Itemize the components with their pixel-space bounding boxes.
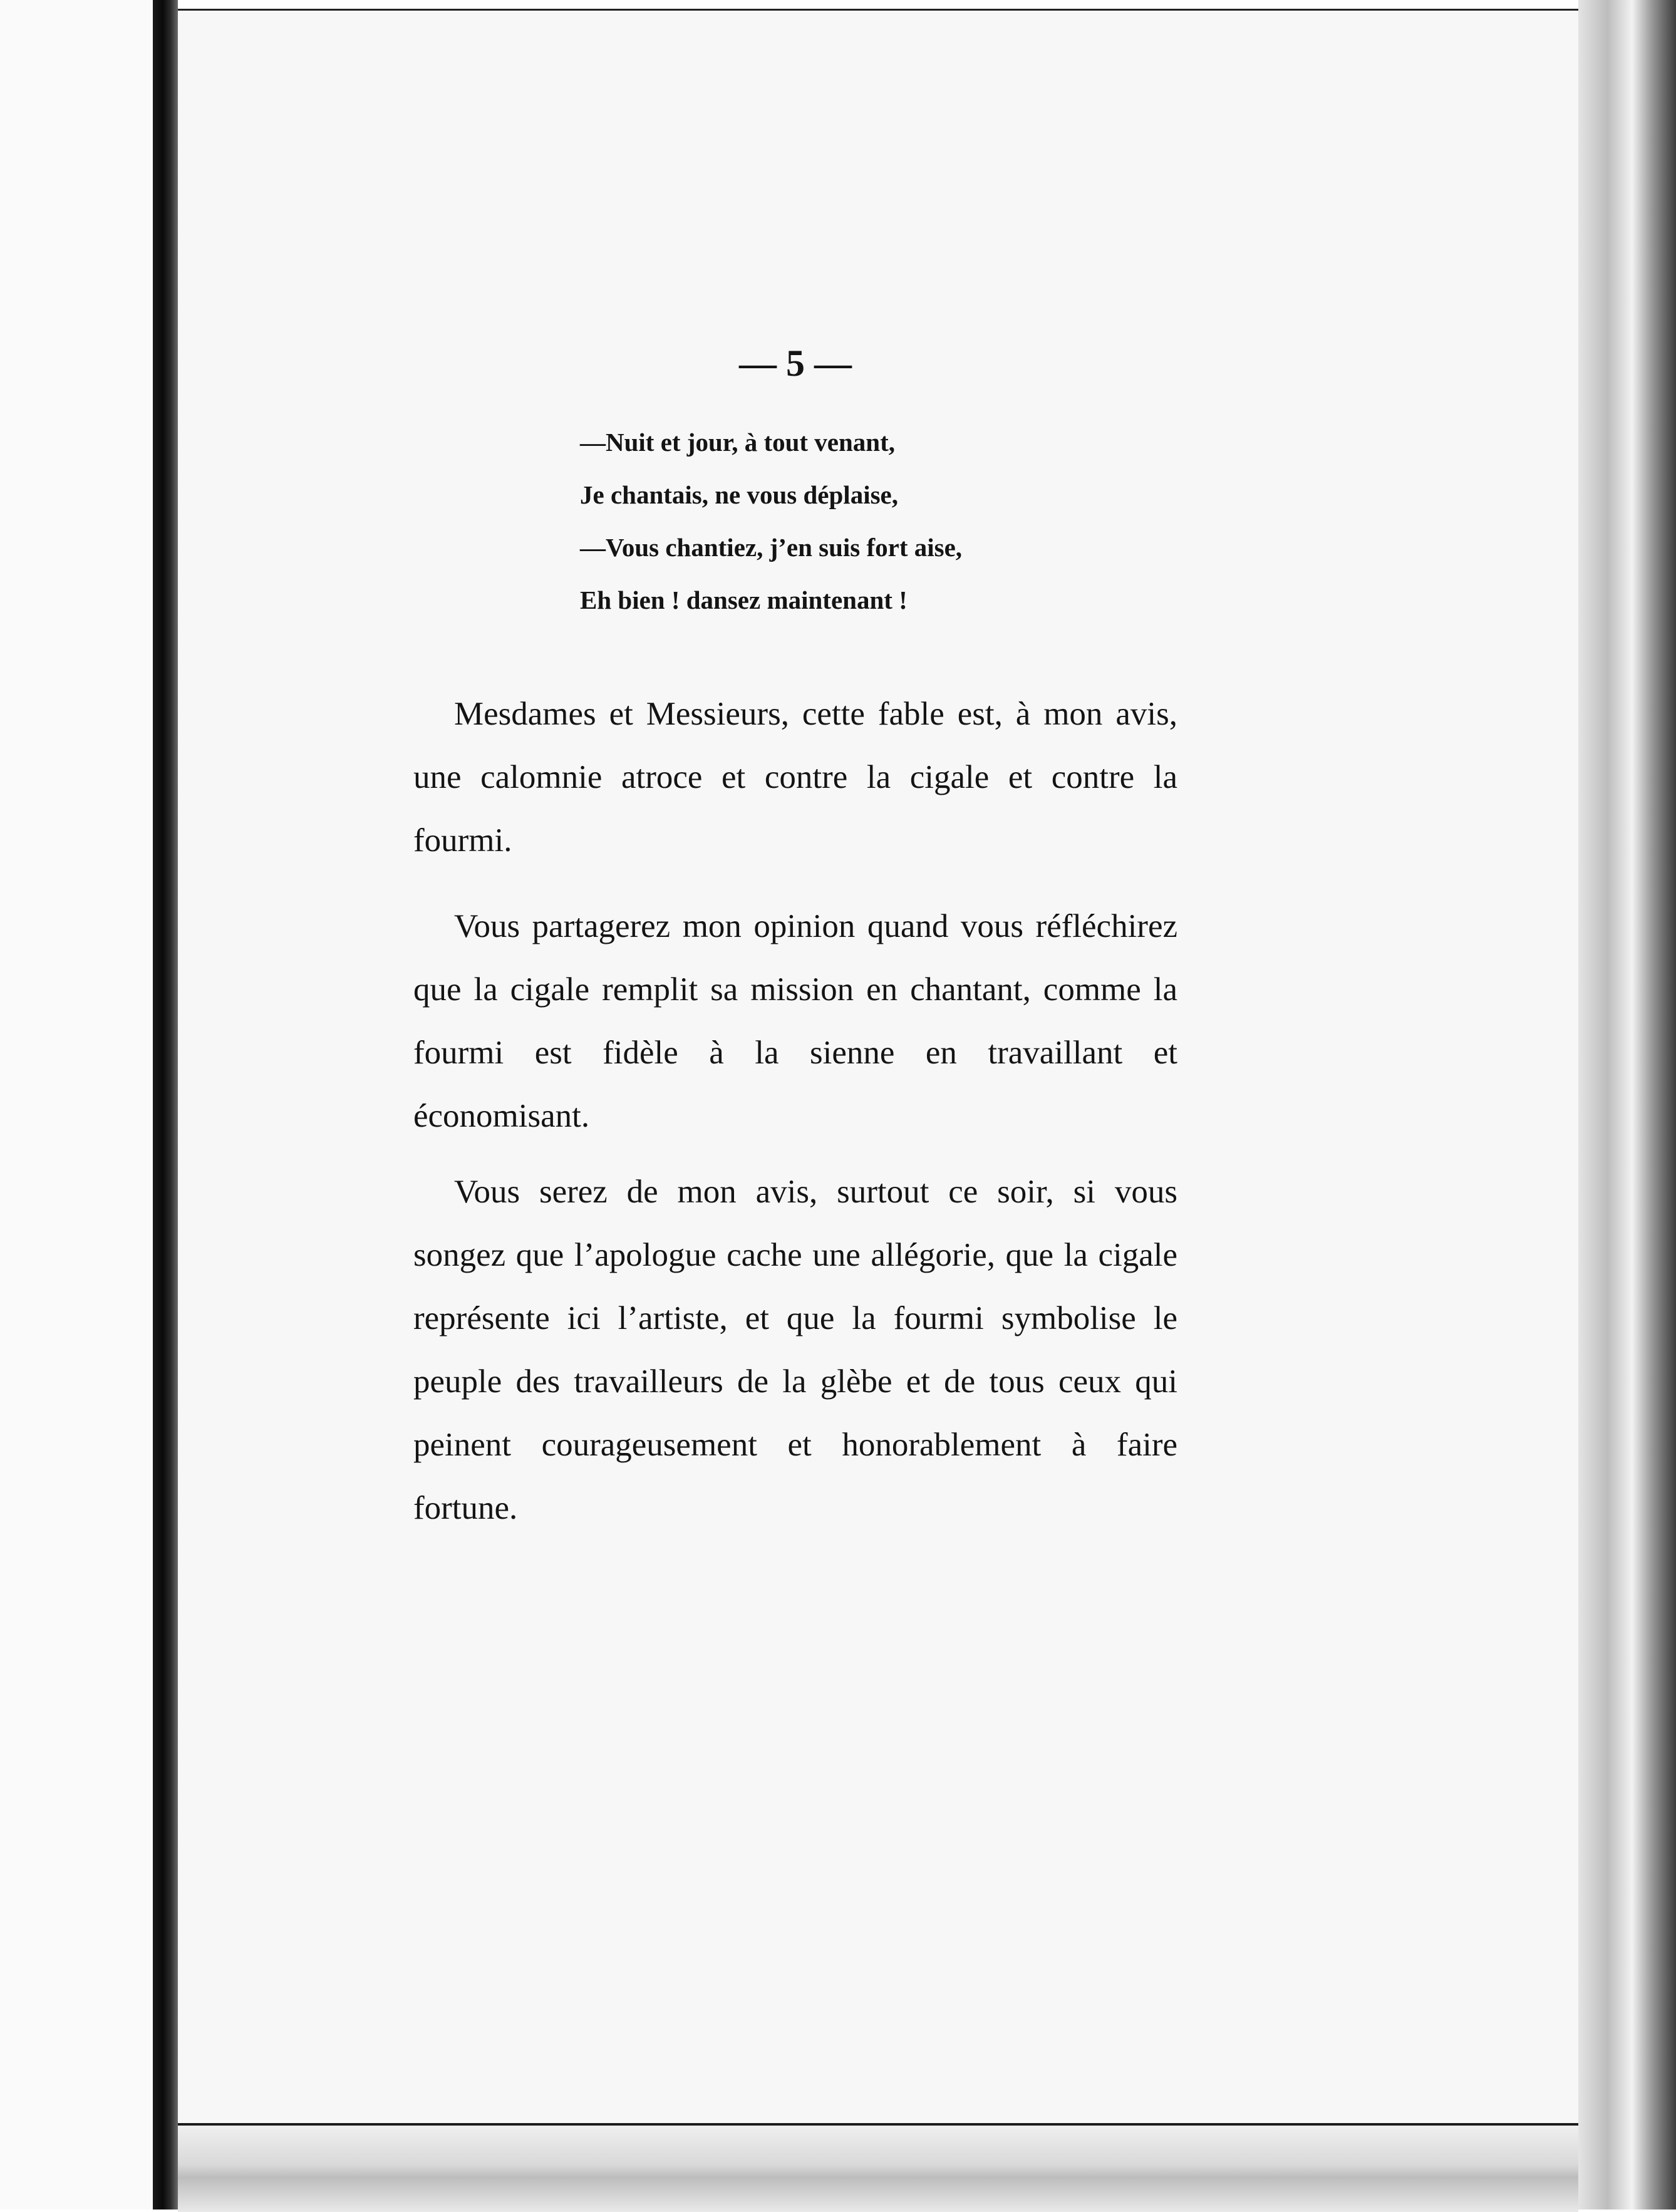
prose-block bbox=[413, 683, 1177, 1540]
paragraph: Vous partagerez mon opinion quand vous réfléchirez que la cigale remplit sa mission en chantant, comme la fourmi est fidèle à la sienne en travaillant et économisant. bbox=[413, 908, 1177, 1134]
bottom-page-edge bbox=[178, 2123, 1578, 2212]
left-page-edge bbox=[0, 0, 153, 2209]
binding-gutter bbox=[153, 0, 178, 2209]
paragraph: Mesdames et Messieurs, cette fable est, à mon avis, une calomnie atroce et contre la cigale et contre la fourmi. bbox=[413, 696, 1177, 859]
verse-line: —Vous chantiez, j’en suis fort aise, bbox=[580, 533, 963, 562]
verse-line: —Nuit et jour, à tout venant, bbox=[580, 428, 896, 457]
paragraph: Vous serez de mon avis, surtout ce soir, si vous songez que l’apologue cache une allégorie, que la cigale représente ici l’artiste, et que la fourmi symbolise le peuple des travailleurs de la glèbe et de tous ceux qui peinent courageusement et honorablement à faire fortune. bbox=[413, 1174, 1177, 1526]
verse-line: Je chantais, ne vous déplaise, bbox=[580, 480, 898, 509]
right-page-edge bbox=[1578, 0, 1676, 2209]
verse-line: Eh bien ! dansez maintenant ! bbox=[580, 586, 908, 614]
verse-block bbox=[580, 416, 1094, 626]
page-number: — 5 — bbox=[739, 343, 852, 384]
